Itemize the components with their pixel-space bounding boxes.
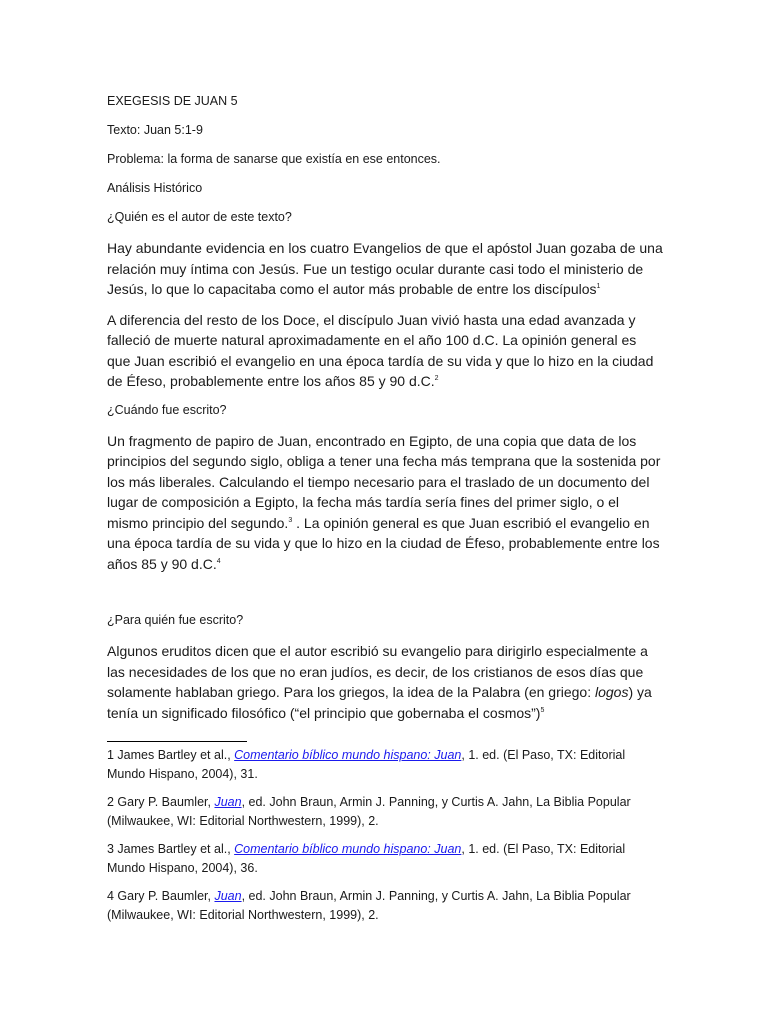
document-title: EXEGESIS DE JUAN 5	[107, 94, 238, 108]
italic-term: logos	[594, 684, 629, 700]
footnote-text: , 1. ed. (El Paso, TX: Editorial Mundo Hispano, 2004), 31.	[107, 748, 626, 781]
texto-line: Texto: Juan 5:1-9	[107, 123, 203, 137]
problema-line: Problema: la forma de sanarse que existía en ese entonces.	[107, 152, 441, 166]
paragraph-para-quien	[107, 641, 663, 723]
footnote-3	[107, 840, 663, 878]
blank-line	[107, 584, 663, 612]
document-page	[107, 93, 663, 934]
footnote-ref[interactable]: 2	[434, 375, 439, 382]
footnote-text: , ed. John Braun, Armin J. Panning, y Curtis A. Jahn, La Biblia Popular (Milwaukee, WI: Editorial Northwestern, 1999), 2.	[107, 889, 631, 922]
footnote-link[interactable]: Juan	[214, 889, 242, 903]
analisis-heading: Análisis Histórico	[107, 181, 203, 195]
footnote-text: 3 James Bartley et al.,	[107, 842, 235, 856]
question-cuando: ¿Cuándo fue escrito?	[107, 402, 227, 417]
question-autor: ¿Quién es el autor de este texto?	[107, 210, 292, 224]
paragraph-text: . La opinión general es que Juan escribió el evangelio en una época tardía de su vida y que lo hizo en la ciudad de Éfeso, probablemente entre los años 85 y 90 d.C.	[107, 514, 660, 572]
footnote-link[interactable]: Comentario bíblico mundo hispano: Juan	[234, 748, 462, 762]
footnote-link[interactable]: Comentario bíblico mundo hispano: Juan	[234, 842, 462, 856]
paragraph-cuando	[107, 431, 663, 575]
footnote-text: , 1. ed. (El Paso, TX: Editorial Mundo Hispano, 2004), 36.	[107, 842, 626, 875]
footnote-ref[interactable]: 1	[596, 283, 601, 290]
footnote-ref[interactable]: 3	[288, 516, 293, 524]
paragraph-text: A diferencia del resto de los Doce, el discípulo Juan vivió hasta una edad avanzada y falleció de muerte natural aproximadamente en el año 100 d.C. La opinión general es que Juan escribió el evangelio en una época tardía de su vida y que lo hizo en la ciudad de Éfeso, probablemente entre los años 85 y 90 d.C.	[107, 311, 654, 389]
paragraph-text: ) ya tenía un significado filosófico (“el principio que gobernaba el cosmos”)	[107, 684, 652, 721]
paragraph-autor-1	[107, 238, 663, 300]
question-para-quien: ¿Para quién fue escrito?	[107, 613, 244, 627]
paragraph-text: Hay abundante evidencia en los cuatro Evangelios de que el apóstol Juan gozaba de una relación muy íntima con Jesús. Fue un testigo ocular durante casi todo el ministerio de Jesús, lo que lo capacitaba como el autor más probable de entre los discípulos	[107, 240, 663, 297]
footnote-text: , ed. John Braun, Armin J. Panning, y Curtis A. Jahn, La Biblia Popular (Milwaukee, WI: Editorial Northwestern, 1999), 2.	[107, 795, 631, 828]
footnote-link[interactable]: Juan	[214, 795, 242, 809]
paragraph-text: Un fragmento de papiro de Juan, encontrado en Egipto, de una copia que data de los principios del segundo siglo, obliga a tener una fecha más temprana que la sostenida por los más liberales. Calculando el tiempo necesario para el traslado de un documento del lugar de composición a Egipto, la fecha más tardía sería fines del primer siglo, o el mismo principio del segundo.	[107, 432, 661, 531]
footnote-ref[interactable]: 4	[216, 557, 221, 565]
footnote-text: 4 Gary P. Baumler,	[107, 889, 215, 903]
footnote-ref[interactable]: 5	[540, 706, 545, 714]
paragraph-text: Algunos eruditos dicen que el autor escribió su evangelio para dirigirlo especialmente a las necesidades de los que no eran judíos, es decir, de los cristianos de esos días que solamente hablaban griego. Para los griegos, la idea de la Palabra (en griego:	[107, 643, 648, 700]
footnote-divider	[107, 741, 247, 742]
footnote-4	[107, 887, 663, 925]
paragraph-autor-2	[107, 310, 663, 392]
footnote-1	[107, 746, 663, 784]
footnote-2	[107, 793, 663, 831]
footnote-text: 1 James Bartley et al.,	[107, 748, 235, 762]
footnote-text: 2 Gary P. Baumler,	[107, 795, 215, 809]
